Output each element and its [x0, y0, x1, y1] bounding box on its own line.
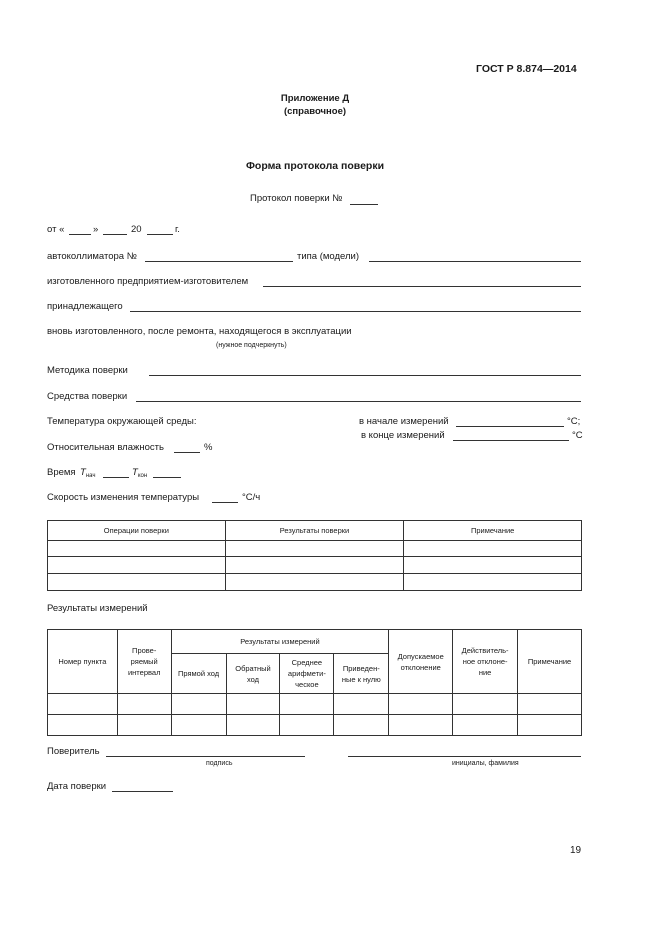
date-year-prefix: 20: [131, 224, 142, 235]
date-from-label: от «: [47, 224, 65, 235]
table-cell[interactable]: [518, 694, 582, 715]
table-cell[interactable]: [226, 715, 280, 736]
table-row: [48, 715, 582, 736]
date-month-field[interactable]: [103, 234, 127, 235]
ops-header-note: Примечание: [404, 521, 582, 541]
autocollimator-number-field[interactable]: [145, 261, 293, 262]
humidity-field[interactable]: [174, 452, 200, 453]
time-end-field[interactable]: [153, 477, 181, 478]
table-cell[interactable]: [171, 715, 226, 736]
autocollimator-label: автоколлиматора №: [47, 251, 137, 262]
table-cell[interactable]: [453, 694, 518, 715]
humidity-unit: %: [204, 442, 213, 453]
appendix-title: Приложение Д: [280, 93, 350, 104]
date-quote-close: »: [93, 224, 99, 235]
t-start-symbol: $T_{нач}$: [80, 467, 96, 479]
header-note: Примечание: [518, 630, 582, 694]
header-point: Номер пункта: [48, 630, 118, 694]
results-table: [47, 629, 582, 736]
table-cell[interactable]: [226, 694, 280, 715]
table-cell[interactable]: [117, 694, 171, 715]
table-cell[interactable]: [48, 541, 226, 557]
table-cell[interactable]: [225, 574, 404, 591]
name-field[interactable]: [348, 756, 581, 757]
method-label: Методика поверки: [47, 365, 128, 376]
type-model-field[interactable]: [369, 261, 581, 262]
type-model-label: типа (модели): [297, 251, 360, 262]
temp-start-field[interactable]: [456, 426, 564, 427]
header-allowed: Допускаемое отклонение: [389, 630, 453, 694]
protocol-label: Протокол поверки №: [250, 193, 343, 204]
table-cell[interactable]: [48, 715, 118, 736]
operations-table: [47, 520, 582, 591]
table-cell[interactable]: [225, 557, 404, 574]
table-row: [48, 541, 582, 557]
table-cell[interactable]: [453, 715, 518, 736]
page-number: 19: [570, 845, 582, 856]
time-start-field[interactable]: [103, 477, 129, 478]
table-cell[interactable]: [334, 694, 389, 715]
header-direct: Прямой ход: [171, 654, 226, 694]
table-row: [48, 694, 582, 715]
header-interval: Прове- ряемый интервал: [117, 630, 171, 694]
temperature-label: Температура окружающей среды:: [47, 416, 197, 427]
protocol-number-field[interactable]: [350, 204, 378, 205]
operations-header-row: [48, 521, 582, 541]
date-g-label: г.: [175, 224, 180, 235]
standard-number: ГОСТ Р 8.874—2014: [476, 63, 577, 75]
table-cell[interactable]: [48, 557, 226, 574]
means-label: Средства поверки: [47, 391, 128, 402]
table-cell[interactable]: [404, 557, 582, 574]
table-cell[interactable]: [280, 694, 334, 715]
rate-label: Скорость изменения температуры: [47, 492, 200, 503]
header-reverse: Обратный ход: [226, 654, 280, 694]
table-cell[interactable]: [48, 574, 226, 591]
table-cell[interactable]: [518, 715, 582, 736]
manufacturer-field[interactable]: [263, 286, 581, 287]
signature-field[interactable]: [106, 756, 305, 757]
rate-field[interactable]: [212, 502, 238, 503]
table-cell[interactable]: [225, 541, 404, 557]
t-end-symbol: $T_{кон}$: [132, 467, 148, 479]
table-cell[interactable]: [117, 715, 171, 736]
time-label: Время: [47, 467, 76, 478]
ops-header-operations: Операции поверки: [48, 521, 226, 541]
date-year-field[interactable]: [147, 234, 173, 235]
means-field[interactable]: [136, 401, 581, 402]
header-reduced: Приведен- ные к нулю: [334, 654, 389, 694]
table-cell[interactable]: [389, 694, 453, 715]
signature-hint: подпись: [206, 760, 233, 767]
table-cell[interactable]: [171, 694, 226, 715]
temp-start-label: в начале измерений: [359, 416, 449, 427]
method-field[interactable]: [149, 375, 581, 376]
table-cell[interactable]: [48, 694, 118, 715]
verification-date-field[interactable]: [112, 791, 173, 792]
temp-end-label: в конце измерений: [361, 430, 445, 441]
name-hint: инициалы, фамилия: [452, 760, 519, 767]
results-header-row: [48, 630, 582, 654]
owner-label: принадлежащего: [47, 301, 123, 312]
state-label: вновь изготовленного, после ремонта, находящегося в эксплуатации: [47, 326, 352, 337]
table-row: [48, 574, 582, 591]
header-actual: Действитель- ное отклоне- ние: [453, 630, 518, 694]
header-mean: Среднее арифмети- ческое: [280, 654, 334, 694]
table-cell[interactable]: [389, 715, 453, 736]
rate-unit: °С/ч: [242, 492, 261, 503]
owner-field[interactable]: [130, 311, 581, 312]
ops-header-results: Результаты поверки: [225, 521, 404, 541]
appendix-note: (справочное): [283, 106, 347, 117]
date-label: Дата поверки: [47, 781, 107, 792]
humidity-label: Относительная влажность: [47, 442, 164, 453]
table-cell[interactable]: [334, 715, 389, 736]
verifier-label: Поверитель: [47, 746, 100, 757]
date-day-field[interactable]: [69, 234, 91, 235]
temp-start-unit: °C;: [567, 416, 581, 427]
temp-end-field[interactable]: [453, 440, 569, 441]
table-cell[interactable]: [280, 715, 334, 736]
manufacturer-label: изготовленного предприятием-изготовителем: [47, 276, 249, 287]
state-hint: (нужное подчеркнуть): [216, 342, 287, 349]
table-cell[interactable]: [404, 541, 582, 557]
temp-end-unit: °C: [572, 430, 583, 441]
header-group: Результаты измерений: [171, 630, 389, 654]
table-cell[interactable]: [404, 574, 582, 591]
table-row: [48, 557, 582, 574]
results-title: Результаты измерений: [47, 603, 148, 614]
form-title: Форма протокола поверки: [245, 160, 385, 172]
